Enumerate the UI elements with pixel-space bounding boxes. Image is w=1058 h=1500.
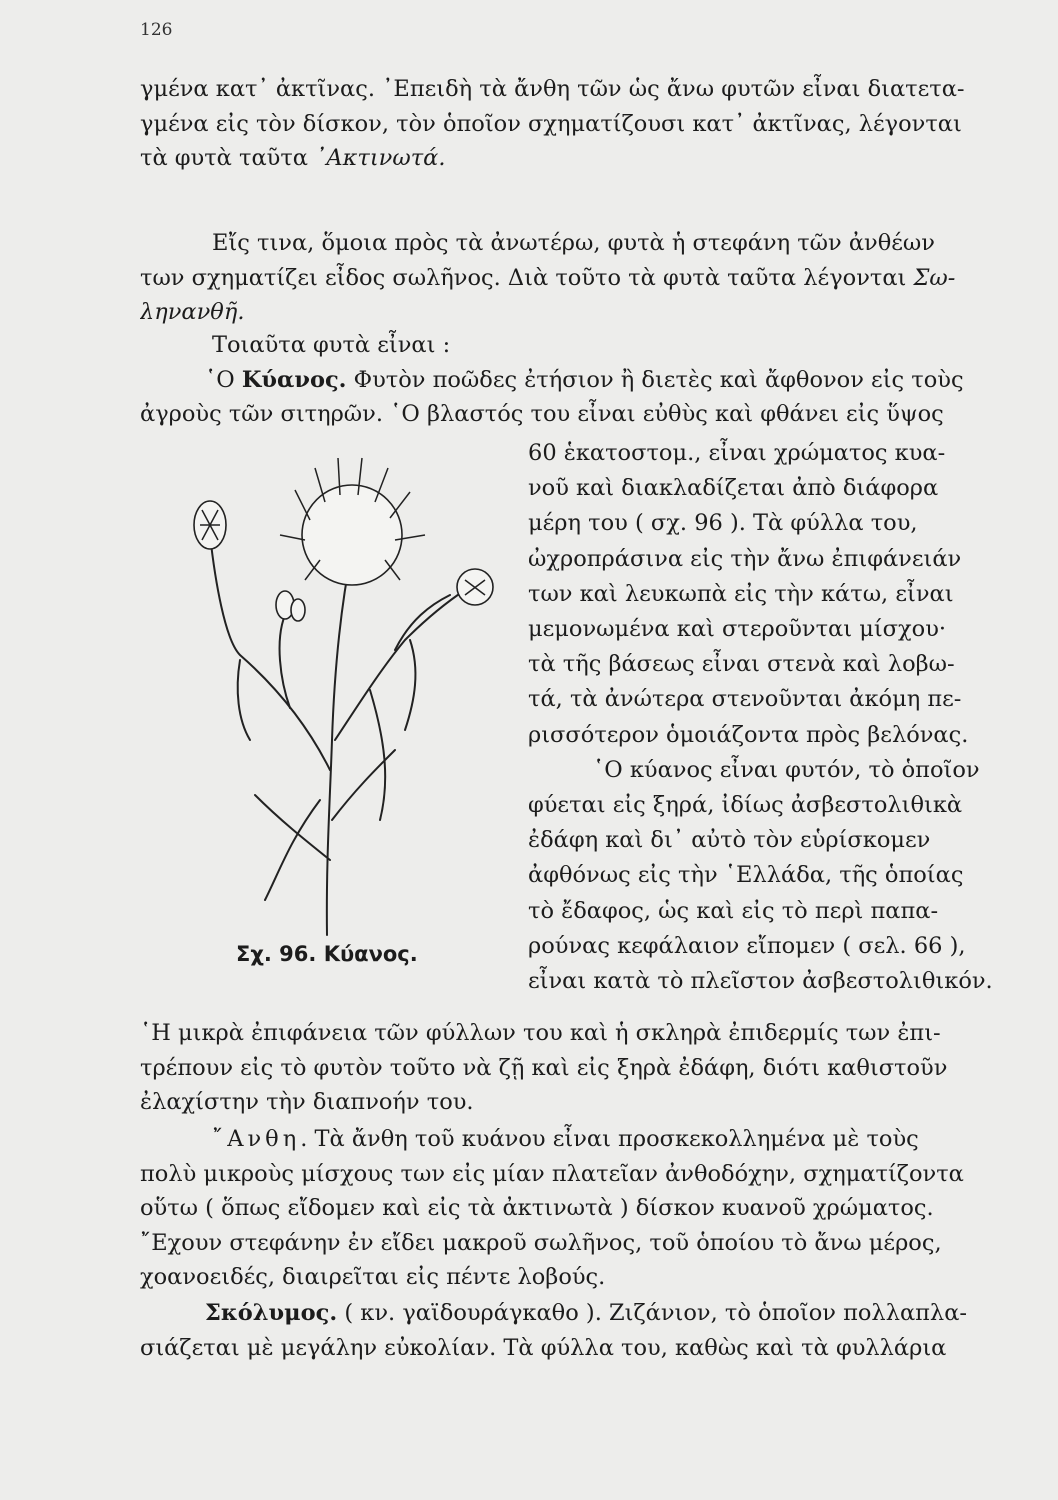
- text-line: οὕτω ( ὅπως εἴδομεν καὶ εἰς τὰ ἀκτινωτὰ ) δίσκον κυανοῦ χρώματος.: [140, 1195, 934, 1221]
- term-solinanthi-end: ληνανθῆ.: [140, 299, 245, 325]
- text-line: ἀγροὺς τῶν σιτηρῶν. ῾Ο βλαστός του εἶναι εὐθὺς καὶ φθάνει εἰς ὕψος: [140, 401, 944, 427]
- text-line: εἶναι κατὰ τὸ πλεῖστον ἀσβεστολιθικόν.: [528, 968, 993, 995]
- text-line: τὰ τῆς βάσεως εἶναι στενὰ καὶ λοβω-: [528, 651, 955, 678]
- article: ῾Ο: [205, 366, 242, 393]
- term-actinota: ᾽Ακτινωτά.: [315, 145, 446, 171]
- text-line: τρέπουν εἰς τὸ φυτὸν τοῦτο νὰ ζῇ καὶ εἰς ξηρὰ ἐδάφη, διότι καθιστοῦν: [140, 1054, 948, 1081]
- skolymos-name: Σκόλυμος.: [205, 1300, 338, 1326]
- kyanos-heading-line: [140, 363, 990, 398]
- text-line: 60 ἑκατοστομ., εἶναι χρώματος κυα-: [528, 440, 946, 466]
- text-line: τά, τὰ ἀνώτερα στενοῦνται ἀκόμη πε-: [528, 686, 962, 713]
- text-line: των καὶ λευκωπὰ εἰς τὴν κάτω, εἶναι: [528, 580, 954, 607]
- text-line: τὸ ἔδαφος, ὡς καὶ εἰς τὸ περὶ παπα-: [528, 897, 939, 924]
- paragraph-skolymos: [140, 1296, 990, 1365]
- term-solinanthi-part: Σω-: [913, 264, 956, 291]
- text-line: [140, 141, 990, 176]
- kyanos-intro: [140, 328, 990, 432]
- text-line: σιάζεται μὲ μεγάλην εὐκολίαν. Τὰ φύλλα του, καθὼς καὶ τὰ φυλλάρια: [140, 1334, 947, 1361]
- kyanos-name: Κύανος.: [241, 366, 347, 393]
- heading-rest: ( κν. γαϊδουράγκαθο ). Ζιζάνιον, τὸ ὁποῖον πολλαπλα-: [337, 1300, 967, 1326]
- text-line: ρισσότερον ὁμοιάζοντα πρὸς βελόνας.: [528, 721, 969, 748]
- text-line: χοανοειδές, διαιρεῖται εἰς πέντε λοβούς.: [140, 1264, 606, 1290]
- paragraph-flowers: [140, 1122, 990, 1295]
- text-line: ῾Ο κύανος εἶναι φυτόν, τὸ ὁποῖον: [593, 756, 980, 783]
- text-line: Εἴς τινα, ὅμοια πρὸς τὰ ἀνωτέρω, φυτὰ ἡ στεφάνη τῶν ἀνθέων: [212, 230, 935, 256]
- kyanos-description-column: [528, 436, 993, 999]
- text-line: φύεται εἰς ξηρά, ἰδίως ἀσβεστολιθικὰ: [528, 792, 963, 819]
- text-line: ἀφθόνως εἰς τὴν ῾Ελλάδα, τῆς ὁποίας: [528, 862, 964, 889]
- figure-caption: Σχ. 96. Κύανος.: [236, 942, 418, 966]
- text-line: ἐλαχίστην τὴν διαπνοήν του.: [140, 1089, 474, 1115]
- page-number: 126: [140, 20, 173, 40]
- flowers-heading: ῎Ανθη: [212, 1126, 301, 1152]
- heading-rest: . Τὰ ἄνθη τοῦ κυάνου εἶναι προσκεκολλημένα μὲ τοὺς: [300, 1126, 919, 1152]
- text-line-start: των σχηματίζει εἶδος σωλῆνος. Διὰ τοῦτο τὰ φυτὰ ταῦτα λέγονται: [140, 264, 914, 291]
- text-line: ἐδάφη καὶ δι᾽ αὐτὸ τὸν εὑρίσκομεν: [528, 827, 931, 854]
- text-line: μέρη του ( σχ. 96 ). Τὰ φύλλα του,: [528, 510, 918, 537]
- text-line: ὠχροπράσινα εἰς τὴν ἄνω ἐπιφάνειάν: [528, 545, 962, 572]
- paragraph-leaves: [140, 1016, 990, 1120]
- intro-line: Τοιαῦτα φυτὰ εἶναι :: [212, 332, 451, 358]
- text-line: γμένα εἰς τὸν δίσκον, τὸν ὁποῖον σχηματίζουσι κατ᾽ ἀκτῖνας, λέγονται: [140, 110, 962, 137]
- text-line: μεμονωμένα καὶ στεροῦνται μίσχου·: [528, 616, 947, 643]
- heading-rest: Φυτὸν ποῶδες ἐτήσιον ἢ διετὲς καὶ ἄφθονον εἰς τοὺς: [346, 366, 964, 393]
- paragraph-actinota: [140, 72, 990, 176]
- text-line: γμένα κατ᾽ ἀκτῖνας. ᾽Επειδὴ τὰ ἄνθη τῶν ὡς ἄνω φυτῶν εἶναι διατετα-: [140, 76, 965, 102]
- text-line: πολὺ μικροὺς μίσχους των εἰς μίαν πλατεῖαν ἀνθοδόχην, σχηματίζοντα: [140, 1160, 964, 1187]
- skolymos-heading-line: [140, 1296, 990, 1331]
- text-line: νοῦ καὶ διακλαδίζεται ἀπὸ διάφορα: [528, 475, 939, 502]
- text-line-start: τὰ φυτὰ ταῦτα: [140, 145, 316, 171]
- text-line: ρούνας κεφάλαιον εἴπομεν ( σελ. 66 ),: [528, 932, 966, 959]
- paragraph-solinanthi: [140, 226, 990, 330]
- text-line: [140, 261, 990, 296]
- text-line: ῎Εχουν στεφάνην ἐν εἴδει μακροῦ σωλῆνος, τοῦ ὁποίου τὸ ἄνω μέρος,: [140, 1229, 942, 1256]
- cornflower-illustration: [180, 440, 510, 940]
- flowers-heading-line: [140, 1122, 990, 1157]
- text-line: ῾Η μικρὰ ἐπιφάνεια τῶν φύλλων του καὶ ἡ σκληρὰ ἐπιδερμίς των ἐπι-: [140, 1020, 941, 1046]
